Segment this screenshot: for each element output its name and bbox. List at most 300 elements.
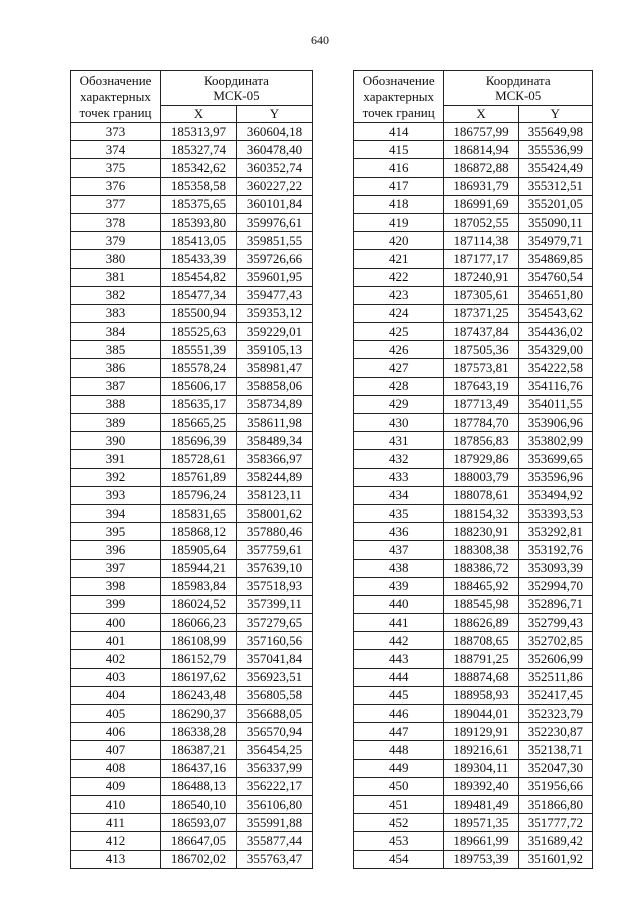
y-coordinate-cell: 359229,01 — [237, 323, 313, 341]
point-number-cell: 391 — [71, 450, 161, 468]
table-row — [354, 577, 593, 595]
header-point-designation — [71, 71, 161, 123]
x-coordinate-cell: 187240,91 — [444, 268, 518, 286]
x-coordinate-cell: 186152,79 — [161, 650, 237, 668]
x-coordinate-cell: 185500,94 — [161, 304, 237, 322]
x-coordinate-cell: 187371,25 — [444, 304, 518, 322]
point-number-cell: 443 — [354, 650, 444, 668]
table-row — [354, 795, 593, 813]
x-coordinate-cell: 186991,69 — [444, 195, 518, 213]
point-number-cell: 429 — [354, 395, 444, 413]
header-point-designation — [354, 71, 444, 123]
table-row — [354, 523, 593, 541]
x-coordinate-cell: 185358,58 — [161, 177, 237, 195]
point-number-cell: 439 — [354, 577, 444, 595]
point-number-cell: 392 — [71, 468, 161, 486]
table-row — [71, 450, 313, 468]
point-number-cell: 390 — [71, 432, 161, 450]
table-row — [71, 705, 313, 723]
x-coordinate-cell: 186437,16 — [161, 759, 237, 777]
y-coordinate-cell: 357518,93 — [237, 577, 313, 595]
y-coordinate-cell: 358123,11 — [237, 486, 313, 504]
table-row — [71, 832, 313, 850]
table-row — [71, 395, 313, 413]
table-row — [354, 850, 593, 868]
y-coordinate-cell: 352799,43 — [518, 614, 592, 632]
x-coordinate-cell: 186243,48 — [161, 686, 237, 704]
y-coordinate-cell: 351956,66 — [518, 777, 592, 795]
y-coordinate-cell: 354011,55 — [518, 395, 592, 413]
point-number-cell: 381 — [71, 268, 161, 286]
x-coordinate-cell: 185944,21 — [161, 559, 237, 577]
point-number-cell: 373 — [71, 123, 161, 141]
x-coordinate-cell: 187856,83 — [444, 432, 518, 450]
y-coordinate-cell: 352994,70 — [518, 577, 592, 595]
x-coordinate-cell: 187784,70 — [444, 414, 518, 432]
x-coordinate-cell: 188465,92 — [444, 577, 518, 595]
header-coord-line1: Координата — [204, 73, 269, 88]
table-row — [71, 777, 313, 795]
table-row — [71, 686, 313, 704]
x-coordinate-cell: 187505,36 — [444, 341, 518, 359]
x-coordinate-cell: 188386,72 — [444, 559, 518, 577]
point-number-cell: 418 — [354, 195, 444, 213]
y-coordinate-cell: 360101,84 — [237, 195, 313, 213]
y-coordinate-cell: 358489,34 — [237, 432, 313, 450]
point-number-cell: 442 — [354, 632, 444, 650]
table-row — [71, 177, 313, 195]
x-coordinate-cell: 185413,05 — [161, 232, 237, 250]
point-number-cell: 383 — [71, 304, 161, 322]
x-coordinate-cell: 188230,91 — [444, 523, 518, 541]
x-coordinate-cell: 185665,25 — [161, 414, 237, 432]
point-number-cell: 428 — [354, 377, 444, 395]
point-number-cell: 427 — [354, 359, 444, 377]
y-coordinate-cell: 351866,80 — [518, 795, 592, 813]
x-coordinate-cell: 188003,79 — [444, 468, 518, 486]
table-row — [71, 577, 313, 595]
x-coordinate-cell: 185796,24 — [161, 486, 237, 504]
header-coordinate — [444, 71, 593, 106]
y-coordinate-cell: 355424,49 — [518, 159, 592, 177]
point-number-cell: 409 — [71, 777, 161, 795]
x-coordinate-cell: 186931,79 — [444, 177, 518, 195]
y-coordinate-cell: 351777,72 — [518, 814, 592, 832]
table-row — [71, 359, 313, 377]
table-row — [354, 304, 593, 322]
point-number-cell: 424 — [354, 304, 444, 322]
point-number-cell: 401 — [71, 632, 161, 650]
header-name-line2: характерных — [363, 88, 435, 104]
y-coordinate-cell: 354329,00 — [518, 341, 592, 359]
point-number-cell: 400 — [71, 614, 161, 632]
coordinates-table-right — [353, 70, 593, 869]
point-number-cell: 378 — [71, 213, 161, 231]
x-coordinate-cell: 186108,99 — [161, 632, 237, 650]
y-coordinate-cell: 359976,61 — [237, 213, 313, 231]
x-coordinate-cell: 188154,32 — [444, 504, 518, 522]
point-number-cell: 451 — [354, 795, 444, 813]
y-coordinate-cell: 354543,62 — [518, 304, 592, 322]
header-name-line3: точек границ — [362, 104, 435, 120]
point-number-cell: 414 — [354, 123, 444, 141]
table-row — [354, 668, 593, 686]
x-coordinate-cell: 189753,39 — [444, 850, 518, 868]
y-coordinate-cell: 354760,54 — [518, 268, 592, 286]
y-coordinate-cell: 355649,98 — [518, 123, 592, 141]
table-row — [71, 377, 313, 395]
x-coordinate-cell: 188708,65 — [444, 632, 518, 650]
point-number-cell: 416 — [354, 159, 444, 177]
table-row — [354, 559, 593, 577]
header-name-line1: Обозначение — [362, 72, 435, 88]
header-coord-line2: МСК-05 — [495, 88, 542, 103]
table-row — [354, 741, 593, 759]
table-row — [71, 559, 313, 577]
y-coordinate-cell: 355536,99 — [518, 141, 592, 159]
y-coordinate-cell: 353699,65 — [518, 450, 592, 468]
x-coordinate-cell: 185375,65 — [161, 195, 237, 213]
point-number-cell: 449 — [354, 759, 444, 777]
y-coordinate-cell: 353393,53 — [518, 504, 592, 522]
table-row — [71, 268, 313, 286]
y-coordinate-cell: 356570,94 — [237, 723, 313, 741]
y-coordinate-cell: 359105,13 — [237, 341, 313, 359]
y-coordinate-cell: 353192,76 — [518, 541, 592, 559]
table-row — [354, 250, 593, 268]
point-number-cell: 431 — [354, 432, 444, 450]
header-coordinate — [161, 71, 313, 106]
x-coordinate-cell: 186757,99 — [444, 123, 518, 141]
point-number-cell: 411 — [71, 814, 161, 832]
y-coordinate-cell: 358734,89 — [237, 395, 313, 413]
y-coordinate-cell: 355763,47 — [237, 850, 313, 868]
table-row — [71, 741, 313, 759]
x-coordinate-cell: 185525,63 — [161, 323, 237, 341]
table-row — [71, 323, 313, 341]
x-coordinate-cell: 185831,65 — [161, 504, 237, 522]
table-row — [354, 541, 593, 559]
table-row — [71, 232, 313, 250]
table-row — [354, 759, 593, 777]
table-row — [354, 359, 593, 377]
y-coordinate-cell: 352047,30 — [518, 759, 592, 777]
y-coordinate-cell: 352323,79 — [518, 705, 592, 723]
point-number-cell: 412 — [71, 832, 161, 850]
table-row — [71, 486, 313, 504]
point-number-cell: 452 — [354, 814, 444, 832]
point-number-cell: 375 — [71, 159, 161, 177]
table-row — [354, 777, 593, 795]
table-row — [71, 614, 313, 632]
y-coordinate-cell: 354116,76 — [518, 377, 592, 395]
point-number-cell: 396 — [71, 541, 161, 559]
table-row — [71, 759, 313, 777]
table-row — [71, 250, 313, 268]
y-coordinate-cell: 356222,17 — [237, 777, 313, 795]
y-coordinate-cell: 359601,95 — [237, 268, 313, 286]
y-coordinate-cell: 354222,58 — [518, 359, 592, 377]
x-coordinate-cell: 186593,07 — [161, 814, 237, 832]
y-coordinate-cell: 357759,61 — [237, 541, 313, 559]
table-row — [354, 323, 593, 341]
y-coordinate-cell: 354651,80 — [518, 286, 592, 304]
y-coordinate-cell: 353494,92 — [518, 486, 592, 504]
y-coordinate-cell: 358001,62 — [237, 504, 313, 522]
table-row — [71, 213, 313, 231]
point-number-cell: 398 — [71, 577, 161, 595]
table-row — [354, 195, 593, 213]
x-coordinate-cell: 185868,12 — [161, 523, 237, 541]
table-row — [354, 123, 593, 141]
x-coordinate-cell: 188308,38 — [444, 541, 518, 559]
point-number-cell: 387 — [71, 377, 161, 395]
table-row — [71, 595, 313, 613]
table-row — [354, 832, 593, 850]
table-row — [354, 705, 593, 723]
x-coordinate-cell: 186387,21 — [161, 741, 237, 759]
y-coordinate-cell: 358611,98 — [237, 414, 313, 432]
y-coordinate-cell: 356805,58 — [237, 686, 313, 704]
x-coordinate-cell: 188545,98 — [444, 595, 518, 613]
table-row — [354, 141, 593, 159]
x-coordinate-cell: 185606,17 — [161, 377, 237, 395]
y-coordinate-cell: 356337,99 — [237, 759, 313, 777]
y-coordinate-cell: 356688,05 — [237, 705, 313, 723]
x-coordinate-cell: 185761,89 — [161, 468, 237, 486]
x-coordinate-cell: 185728,61 — [161, 450, 237, 468]
y-coordinate-cell: 359851,55 — [237, 232, 313, 250]
y-coordinate-cell: 356106,80 — [237, 795, 313, 813]
y-coordinate-cell: 352230,87 — [518, 723, 592, 741]
y-coordinate-cell: 354869,85 — [518, 250, 592, 268]
y-coordinate-cell: 351601,92 — [518, 850, 592, 868]
table-row — [71, 159, 313, 177]
point-number-cell: 404 — [71, 686, 161, 704]
point-number-cell: 441 — [354, 614, 444, 632]
table-row — [354, 595, 593, 613]
table-row — [354, 377, 593, 395]
x-coordinate-cell: 189571,35 — [444, 814, 518, 832]
point-number-cell: 388 — [71, 395, 161, 413]
y-coordinate-cell: 352417,45 — [518, 686, 592, 704]
header-name-line3: точек границ — [79, 104, 152, 120]
table-row — [354, 632, 593, 650]
table-row — [71, 341, 313, 359]
x-coordinate-cell: 189129,91 — [444, 723, 518, 741]
x-coordinate-cell: 185342,62 — [161, 159, 237, 177]
y-coordinate-cell: 354979,71 — [518, 232, 592, 250]
x-coordinate-cell: 185313,97 — [161, 123, 237, 141]
y-coordinate-cell: 355201,05 — [518, 195, 592, 213]
point-number-cell: 437 — [354, 541, 444, 559]
point-number-cell: 405 — [71, 705, 161, 723]
y-coordinate-cell: 359477,43 — [237, 286, 313, 304]
table-row — [71, 123, 313, 141]
x-coordinate-cell: 187177,17 — [444, 250, 518, 268]
y-coordinate-cell: 359353,12 — [237, 304, 313, 322]
x-coordinate-cell: 185905,64 — [161, 541, 237, 559]
table-row — [354, 650, 593, 668]
point-number-cell: 422 — [354, 268, 444, 286]
y-coordinate-cell: 356923,51 — [237, 668, 313, 686]
x-coordinate-cell: 186488,13 — [161, 777, 237, 795]
header-coord-line1: Координата — [485, 73, 551, 88]
table-row — [71, 304, 313, 322]
point-number-cell: 402 — [71, 650, 161, 668]
table-row — [71, 541, 313, 559]
y-coordinate-cell: 355090,11 — [518, 213, 592, 231]
point-number-cell: 395 — [71, 523, 161, 541]
point-number-cell: 435 — [354, 504, 444, 522]
y-coordinate-cell: 353292,81 — [518, 523, 592, 541]
point-number-cell: 415 — [354, 141, 444, 159]
point-number-cell: 397 — [71, 559, 161, 577]
point-number-cell: 410 — [71, 795, 161, 813]
point-number-cell: 419 — [354, 213, 444, 231]
x-coordinate-cell: 189304,11 — [444, 759, 518, 777]
y-coordinate-cell: 357279,65 — [237, 614, 313, 632]
table-row — [71, 432, 313, 450]
header-y: Y — [518, 106, 592, 123]
point-number-cell: 384 — [71, 323, 161, 341]
table-row — [71, 814, 313, 832]
table-row — [71, 286, 313, 304]
x-coordinate-cell: 187052,55 — [444, 213, 518, 231]
x-coordinate-cell: 189661,99 — [444, 832, 518, 850]
y-coordinate-cell: 360604,18 — [237, 123, 313, 141]
point-number-cell: 440 — [354, 595, 444, 613]
x-coordinate-cell: 188078,61 — [444, 486, 518, 504]
x-coordinate-cell: 186814,94 — [444, 141, 518, 159]
point-number-cell: 447 — [354, 723, 444, 741]
x-coordinate-cell: 187305,61 — [444, 286, 518, 304]
table-row — [354, 723, 593, 741]
x-coordinate-cell: 186197,62 — [161, 668, 237, 686]
y-coordinate-cell: 355877,44 — [237, 832, 313, 850]
table-row — [71, 668, 313, 686]
table-row — [71, 850, 313, 868]
point-number-cell: 403 — [71, 668, 161, 686]
coordinates-table-left — [70, 70, 313, 869]
table-row — [71, 523, 313, 541]
x-coordinate-cell: 186024,52 — [161, 595, 237, 613]
y-coordinate-cell: 351689,42 — [518, 832, 592, 850]
y-coordinate-cell: 357880,46 — [237, 523, 313, 541]
x-coordinate-cell: 185454,82 — [161, 268, 237, 286]
y-coordinate-cell: 354436,02 — [518, 323, 592, 341]
x-coordinate-cell: 187643,19 — [444, 377, 518, 395]
table-row — [71, 632, 313, 650]
table-row — [354, 486, 593, 504]
y-coordinate-cell: 352896,71 — [518, 595, 592, 613]
x-coordinate-cell: 188791,25 — [444, 650, 518, 668]
table-row — [354, 414, 593, 432]
point-number-cell: 377 — [71, 195, 161, 213]
x-coordinate-cell: 185551,39 — [161, 341, 237, 359]
y-coordinate-cell: 353093,39 — [518, 559, 592, 577]
table-row — [354, 395, 593, 413]
point-number-cell: 423 — [354, 286, 444, 304]
point-number-cell: 450 — [354, 777, 444, 795]
table-row — [71, 141, 313, 159]
point-number-cell: 406 — [71, 723, 161, 741]
y-coordinate-cell: 352702,85 — [518, 632, 592, 650]
table-row — [354, 686, 593, 704]
y-coordinate-cell: 353906,96 — [518, 414, 592, 432]
x-coordinate-cell: 187929,86 — [444, 450, 518, 468]
point-number-cell: 421 — [354, 250, 444, 268]
point-number-cell: 393 — [71, 486, 161, 504]
table-row — [71, 414, 313, 432]
header-x: X — [444, 106, 518, 123]
x-coordinate-cell: 185477,34 — [161, 286, 237, 304]
page-number: 640 — [311, 33, 329, 47]
point-number-cell: 430 — [354, 414, 444, 432]
table-body-left — [71, 123, 313, 869]
y-coordinate-cell: 360227,22 — [237, 177, 313, 195]
point-number-cell: 394 — [71, 504, 161, 522]
point-number-cell: 376 — [71, 177, 161, 195]
table-row — [71, 650, 313, 668]
table-row — [354, 177, 593, 195]
y-coordinate-cell: 357041,84 — [237, 650, 313, 668]
point-number-cell: 382 — [71, 286, 161, 304]
table-body-right — [354, 123, 593, 869]
y-coordinate-cell: 355312,51 — [518, 177, 592, 195]
point-number-cell: 408 — [71, 759, 161, 777]
point-number-cell: 386 — [71, 359, 161, 377]
point-number-cell: 436 — [354, 523, 444, 541]
x-coordinate-cell: 187713,49 — [444, 395, 518, 413]
y-coordinate-cell: 358858,06 — [237, 377, 313, 395]
y-coordinate-cell: 353802,99 — [518, 432, 592, 450]
table-row — [71, 723, 313, 741]
x-coordinate-cell: 188626,89 — [444, 614, 518, 632]
table-row — [354, 268, 593, 286]
point-number-cell: 379 — [71, 232, 161, 250]
x-coordinate-cell: 186338,28 — [161, 723, 237, 741]
table-row — [354, 286, 593, 304]
x-coordinate-cell: 188958,93 — [444, 686, 518, 704]
point-number-cell: 453 — [354, 832, 444, 850]
x-coordinate-cell: 186702,02 — [161, 850, 237, 868]
table-row — [354, 341, 593, 359]
x-coordinate-cell: 189392,40 — [444, 777, 518, 795]
point-number-cell: 444 — [354, 668, 444, 686]
point-number-cell: 399 — [71, 595, 161, 613]
table-row — [354, 814, 593, 832]
point-number-cell: 389 — [71, 414, 161, 432]
y-coordinate-cell: 352511,86 — [518, 668, 592, 686]
y-coordinate-cell: 358244,89 — [237, 468, 313, 486]
y-coordinate-cell: 357399,11 — [237, 595, 313, 613]
y-coordinate-cell: 359726,66 — [237, 250, 313, 268]
point-number-cell: 426 — [354, 341, 444, 359]
table-row — [354, 468, 593, 486]
x-coordinate-cell: 185635,17 — [161, 395, 237, 413]
point-number-cell: 454 — [354, 850, 444, 868]
point-number-cell: 445 — [354, 686, 444, 704]
y-coordinate-cell: 360352,74 — [237, 159, 313, 177]
y-coordinate-cell: 353596,96 — [518, 468, 592, 486]
x-coordinate-cell: 185696,39 — [161, 432, 237, 450]
x-coordinate-cell: 187114,38 — [444, 232, 518, 250]
point-number-cell: 413 — [71, 850, 161, 868]
point-number-cell: 448 — [354, 741, 444, 759]
point-number-cell: 407 — [71, 741, 161, 759]
x-coordinate-cell: 185578,24 — [161, 359, 237, 377]
